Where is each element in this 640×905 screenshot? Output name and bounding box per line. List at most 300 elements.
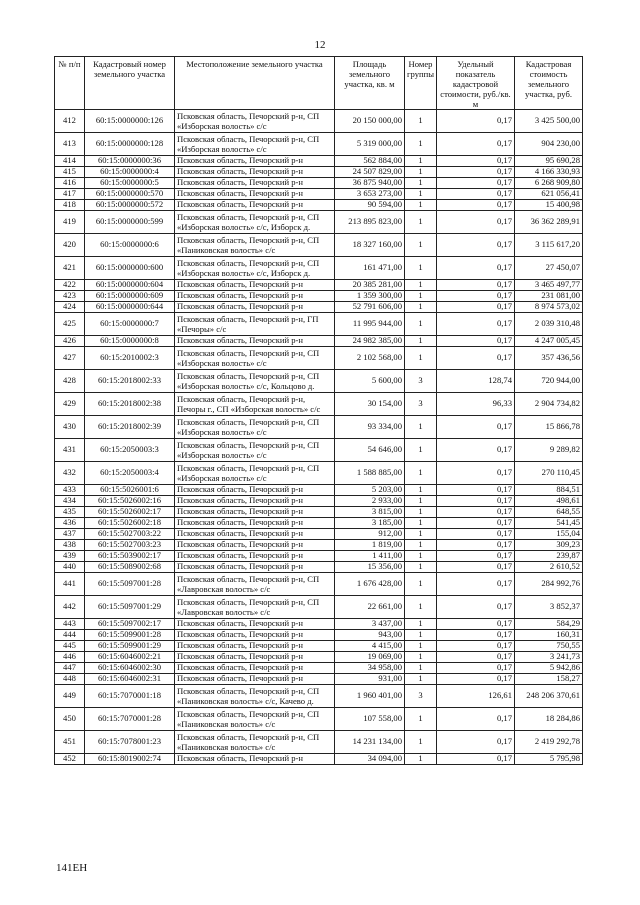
specific-rate-cell: 0,17 — [437, 754, 515, 765]
cadastral-cost-cell: 270 110,45 — [515, 462, 583, 485]
area-cell: 22 661,00 — [335, 596, 405, 619]
area-cell: 931,00 — [335, 674, 405, 685]
cadastral-cost-cell: 4 166 330,93 — [515, 167, 583, 178]
cadastral-cost-cell: 15 866,78 — [515, 416, 583, 439]
specific-rate-cell: 0,17 — [437, 551, 515, 562]
group-cell: 1 — [405, 551, 437, 562]
cadastral-cost-cell: 4 247 005,45 — [515, 336, 583, 347]
specific-rate-cell: 0,17 — [437, 347, 515, 370]
cadastral-cost-cell: 18 284,86 — [515, 708, 583, 731]
specific-rate-cell: 0,17 — [437, 211, 515, 234]
table-row — [55, 234, 583, 257]
row-number: 425 — [55, 313, 85, 336]
cadastral-number-cell: 60:15:5039002:17 — [85, 551, 175, 562]
location-cell: Псковская область, Печорский р-н, СП «Паниковская волость» с/с — [175, 234, 335, 257]
table-row — [55, 313, 583, 336]
area-cell: 20 150 000,00 — [335, 110, 405, 133]
group-cell: 1 — [405, 189, 437, 200]
cadastral-cost-cell: 248 206 370,61 — [515, 685, 583, 708]
cadastral-number-cell: 60:15:6046002:21 — [85, 652, 175, 663]
group-cell: 1 — [405, 313, 437, 336]
area-cell: 107 558,00 — [335, 708, 405, 731]
row-number: 443 — [55, 619, 85, 630]
cadastral-cost-cell: 231 081,00 — [515, 291, 583, 302]
row-number: 420 — [55, 234, 85, 257]
row-number: 444 — [55, 630, 85, 641]
group-cell: 1 — [405, 507, 437, 518]
specific-rate-cell: 126,61 — [437, 685, 515, 708]
row-number: 436 — [55, 518, 85, 529]
specific-rate-cell: 0,17 — [437, 540, 515, 551]
specific-rate-cell: 0,17 — [437, 189, 515, 200]
location-cell: Псковская область, Печорский р-н — [175, 674, 335, 685]
area-cell: 562 884,00 — [335, 156, 405, 167]
row-number: 439 — [55, 551, 85, 562]
location-cell: Псковская область, Печорский р-н, СП «Изборская волость» с/с — [175, 439, 335, 462]
table-body — [55, 110, 583, 765]
cadastral-number-cell: 60:15:5097001:28 — [85, 573, 175, 596]
specific-rate-cell: 0,17 — [437, 302, 515, 313]
cadastral-number-cell: 60:15:8019002:74 — [85, 754, 175, 765]
group-cell: 1 — [405, 562, 437, 573]
location-cell: Псковская область, Печорский р-н, СП «Лавровская волость» с/с — [175, 573, 335, 596]
cadastral-cost-cell: 5 942,86 — [515, 663, 583, 674]
cadastral-cost-cell: 3 425 500,00 — [515, 110, 583, 133]
area-cell: 1 411,00 — [335, 551, 405, 562]
location-cell: Псковская область, Печорский р-н, СП «Изборская волость» с/с, Изборск д. — [175, 257, 335, 280]
cadastral-number-cell: 60:15:5027003:23 — [85, 540, 175, 551]
cadastral-number-cell: 60:15:0000000:644 — [85, 302, 175, 313]
location-cell: Псковская область, Печорский р-н, СП «Изборская волость» с/с — [175, 462, 335, 485]
group-cell: 1 — [405, 641, 437, 652]
location-cell: Псковская область, Печорский р-н — [175, 200, 335, 211]
cadastral-cost-cell: 95 690,28 — [515, 156, 583, 167]
table-row — [55, 641, 583, 652]
table-row — [55, 302, 583, 313]
cadastral-number-cell: 60:15:5026001:6 — [85, 485, 175, 496]
table-row — [55, 551, 583, 562]
row-number: 437 — [55, 529, 85, 540]
area-cell: 1 359 300,00 — [335, 291, 405, 302]
row-number: 434 — [55, 496, 85, 507]
location-cell: Псковская область, Печорский р-н, СП «Изборская волость» с/с — [175, 416, 335, 439]
row-number: 422 — [55, 280, 85, 291]
area-cell: 34 958,00 — [335, 663, 405, 674]
header-group: Номер группы — [405, 57, 437, 110]
area-cell: 3 815,00 — [335, 507, 405, 518]
group-cell: 1 — [405, 540, 437, 551]
specific-rate-cell: 0,17 — [437, 518, 515, 529]
table-row — [55, 708, 583, 731]
area-cell: 34 094,00 — [335, 754, 405, 765]
specific-rate-cell: 0,17 — [437, 630, 515, 641]
location-cell: Псковская область, Печорский р-н, СП «Изборская волость» с/с — [175, 347, 335, 370]
cadastral-cost-cell: 2 904 734,82 — [515, 393, 583, 416]
group-cell: 1 — [405, 133, 437, 156]
specific-rate-cell: 0,17 — [437, 731, 515, 754]
cadastral-number-cell: 60:15:2018002:33 — [85, 370, 175, 393]
location-cell: Псковская область, Печорский р-н — [175, 754, 335, 765]
location-cell: Псковская область, Печорский р-н — [175, 485, 335, 496]
cadastral-cost-cell: 2 419 292,78 — [515, 731, 583, 754]
specific-rate-cell: 0,17 — [437, 156, 515, 167]
specific-rate-cell: 0,17 — [437, 462, 515, 485]
area-cell: 24 982 385,00 — [335, 336, 405, 347]
cadastral-number-cell: 60:15:0000000:36 — [85, 156, 175, 167]
specific-rate-cell: 0,17 — [437, 234, 515, 257]
row-number: 431 — [55, 439, 85, 462]
cadastral-cost-cell: 621 056,41 — [515, 189, 583, 200]
cadastral-number-cell: 60:15:5026002:18 — [85, 518, 175, 529]
group-cell: 1 — [405, 416, 437, 439]
group-cell: 1 — [405, 336, 437, 347]
row-number: 418 — [55, 200, 85, 211]
table-row — [55, 110, 583, 133]
row-number: 415 — [55, 167, 85, 178]
area-cell: 161 471,00 — [335, 257, 405, 280]
row-number: 414 — [55, 156, 85, 167]
location-cell: Псковская область, Печорский р-н — [175, 518, 335, 529]
table-row — [55, 652, 583, 663]
area-cell: 912,00 — [335, 529, 405, 540]
group-cell: 1 — [405, 619, 437, 630]
area-cell: 3 653 273,00 — [335, 189, 405, 200]
row-number: 424 — [55, 302, 85, 313]
cadastral-cost-cell: 750,55 — [515, 641, 583, 652]
footer-code: 141ЕН — [56, 862, 88, 874]
cadastral-cost-cell: 284 992,76 — [515, 573, 583, 596]
area-cell: 24 507 829,00 — [335, 167, 405, 178]
group-cell: 1 — [405, 708, 437, 731]
group-cell: 1 — [405, 291, 437, 302]
area-cell: 30 154,00 — [335, 393, 405, 416]
cadastral-cost-cell: 3 465 497,77 — [515, 280, 583, 291]
group-cell: 1 — [405, 462, 437, 485]
location-cell: Псковская область, Печорский р-н — [175, 496, 335, 507]
area-cell: 5 203,00 — [335, 485, 405, 496]
cadastral-cost-cell: 9 289,82 — [515, 439, 583, 462]
table-row — [55, 573, 583, 596]
specific-rate-cell: 0,17 — [437, 562, 515, 573]
row-number: 429 — [55, 393, 85, 416]
cadastral-number-cell: 60:15:0000000:6 — [85, 234, 175, 257]
table-row — [55, 347, 583, 370]
specific-rate-cell: 0,17 — [437, 641, 515, 652]
cadastral-cost-cell: 884,51 — [515, 485, 583, 496]
cadastral-cost-cell: 5 795,98 — [515, 754, 583, 765]
specific-rate-cell: 0,17 — [437, 200, 515, 211]
cadastral-number-cell: 60:15:2050003:4 — [85, 462, 175, 485]
cadastral-number-cell: 60:15:5089002:68 — [85, 562, 175, 573]
group-cell: 3 — [405, 393, 437, 416]
cadastral-number-cell: 60:15:2010002:3 — [85, 347, 175, 370]
cadastral-number-cell: 60:15:5026002:16 — [85, 496, 175, 507]
table-row — [55, 291, 583, 302]
row-number: 442 — [55, 596, 85, 619]
cadastral-number-cell: 60:15:6046002:30 — [85, 663, 175, 674]
location-cell: Псковская область, Печорский р-н — [175, 630, 335, 641]
cadastral-cost-cell: 3 241,73 — [515, 652, 583, 663]
row-number: 419 — [55, 211, 85, 234]
specific-rate-cell: 0,17 — [437, 167, 515, 178]
location-cell: Псковская область, Печорский р-н, СП «Паниковская волость» с/с, Качево д. — [175, 685, 335, 708]
row-number: 433 — [55, 485, 85, 496]
table-row — [55, 167, 583, 178]
page-number: 12 — [314, 39, 326, 51]
cadastral-number-cell: 60:15:5099001:29 — [85, 641, 175, 652]
table-row — [55, 529, 583, 540]
row-number: 428 — [55, 370, 85, 393]
row-number: 452 — [55, 754, 85, 765]
area-cell: 5 319 000,00 — [335, 133, 405, 156]
table-row — [55, 496, 583, 507]
specific-rate-cell: 0,17 — [437, 313, 515, 336]
table-row — [55, 630, 583, 641]
table-row — [55, 439, 583, 462]
group-cell: 1 — [405, 110, 437, 133]
table-row — [55, 731, 583, 754]
specific-rate-cell: 0,17 — [437, 708, 515, 731]
location-cell: Псковская область, Печорский р-н — [175, 336, 335, 347]
group-cell: 1 — [405, 518, 437, 529]
group-cell: 1 — [405, 302, 437, 313]
cadastral-cost-cell: 160,31 — [515, 630, 583, 641]
area-cell: 1 819,00 — [335, 540, 405, 551]
group-cell: 1 — [405, 178, 437, 189]
table-row — [55, 280, 583, 291]
cadastral-cost-cell: 3 115 617,20 — [515, 234, 583, 257]
table-row — [55, 257, 583, 280]
cadastral-number-cell: 60:15:5026002:17 — [85, 507, 175, 518]
location-cell: Псковская область, Печорский р-н, СП «Лавровская волость» с/с — [175, 596, 335, 619]
group-cell: 1 — [405, 663, 437, 674]
group-cell: 1 — [405, 439, 437, 462]
location-cell: Псковская область, Печорский р-н — [175, 291, 335, 302]
row-number: 447 — [55, 663, 85, 674]
area-cell: 54 646,00 — [335, 439, 405, 462]
cadastral-number-cell: 60:15:0000000:8 — [85, 336, 175, 347]
row-number: 430 — [55, 416, 85, 439]
location-cell: Псковская область, Печорский р-н — [175, 619, 335, 630]
row-number: 427 — [55, 347, 85, 370]
group-cell: 1 — [405, 496, 437, 507]
group-cell: 1 — [405, 596, 437, 619]
cadastral-number-cell: 60:15:5097001:29 — [85, 596, 175, 619]
row-number: 450 — [55, 708, 85, 731]
area-cell: 1 588 885,00 — [335, 462, 405, 485]
table-row — [55, 596, 583, 619]
specific-rate-cell: 0,17 — [437, 496, 515, 507]
cadastral-number-cell: 60:15:0000000:599 — [85, 211, 175, 234]
table-row — [55, 685, 583, 708]
area-cell: 3 437,00 — [335, 619, 405, 630]
location-cell: Псковская область, Печорский р-н, СП «Изборская волость» с/с, Кольцово д. — [175, 370, 335, 393]
cadastral-number-cell: 60:15:2018002:39 — [85, 416, 175, 439]
cadastral-number-cell: 60:15:6046002:31 — [85, 674, 175, 685]
location-cell: Псковская область, Печорский р-н — [175, 641, 335, 652]
group-cell: 1 — [405, 731, 437, 754]
cadastral-number-cell: 60:15:2050003:3 — [85, 439, 175, 462]
cadastral-number-cell: 60:15:0000000:4 — [85, 167, 175, 178]
cadastral-number-cell: 60:15:7070001:18 — [85, 685, 175, 708]
location-cell: Псковская область, Печорский р-н — [175, 302, 335, 313]
cadastral-number-cell: 60:15:0000000:572 — [85, 200, 175, 211]
location-cell: Псковская область, Печорский р-н — [175, 540, 335, 551]
location-cell: Псковская область, Печорский р-н — [175, 663, 335, 674]
cadastral-number-cell: 60:15:0000000:7 — [85, 313, 175, 336]
group-cell: 1 — [405, 211, 437, 234]
row-number: 417 — [55, 189, 85, 200]
location-cell: Псковская область, Печорский р-н — [175, 178, 335, 189]
table-row — [55, 370, 583, 393]
location-cell: Псковская область, Печорский р-н — [175, 562, 335, 573]
cadastral-number-cell: 60:15:0000000:128 — [85, 133, 175, 156]
row-number: 441 — [55, 573, 85, 596]
table-row — [55, 562, 583, 573]
area-cell: 943,00 — [335, 630, 405, 641]
cadastral-cost-cell: 239,87 — [515, 551, 583, 562]
location-cell: Псковская область, Печорский р-н, Печоры г., СП «Изборская волость» с/с — [175, 393, 335, 416]
table-row — [55, 211, 583, 234]
table-row — [55, 518, 583, 529]
header-cadastral-number: Кадастровый номер земельного участка — [85, 57, 175, 110]
specific-rate-cell: 0,17 — [437, 439, 515, 462]
specific-rate-cell: 0,17 — [437, 596, 515, 619]
cadastral-cost-cell: 584,29 — [515, 619, 583, 630]
group-cell: 1 — [405, 652, 437, 663]
specific-rate-cell: 0,17 — [437, 485, 515, 496]
cadastral-cost-cell: 15 400,98 — [515, 200, 583, 211]
location-cell: Псковская область, Печорский р-н, ГП «Печоры» с/с — [175, 313, 335, 336]
cadastral-number-cell: 60:15:0000000:600 — [85, 257, 175, 280]
area-cell: 2 102 568,00 — [335, 347, 405, 370]
group-cell: 1 — [405, 674, 437, 685]
location-cell: Псковская область, Печорский р-н — [175, 189, 335, 200]
row-number: 446 — [55, 652, 85, 663]
cadastral-cost-cell: 158,27 — [515, 674, 583, 685]
cadastral-cost-cell: 36 362 289,91 — [515, 211, 583, 234]
row-number: 435 — [55, 507, 85, 518]
area-cell: 3 185,00 — [335, 518, 405, 529]
table-row — [55, 178, 583, 189]
row-number: 451 — [55, 731, 85, 754]
cadastral-cost-cell: 27 450,07 — [515, 257, 583, 280]
specific-rate-cell: 0,17 — [437, 573, 515, 596]
group-cell: 3 — [405, 370, 437, 393]
row-number: 421 — [55, 257, 85, 280]
table-row — [55, 540, 583, 551]
header-area: Площадь земельного участка, кв. м — [335, 57, 405, 110]
row-number: 449 — [55, 685, 85, 708]
group-cell: 1 — [405, 280, 437, 291]
cadastral-number-cell: 60:15:0000000:609 — [85, 291, 175, 302]
header-num: № п/п — [55, 57, 85, 110]
table-row — [55, 393, 583, 416]
area-cell: 93 334,00 — [335, 416, 405, 439]
location-cell: Псковская область, Печорский р-н, СП «Паниковская волость» с/с — [175, 731, 335, 754]
table-header-row — [55, 57, 583, 110]
group-cell: 1 — [405, 167, 437, 178]
area-cell: 1 960 401,00 — [335, 685, 405, 708]
cadastral-cost-cell: 904 230,00 — [515, 133, 583, 156]
cadastral-cost-cell: 357 436,56 — [515, 347, 583, 370]
cadastral-cost-cell: 648,55 — [515, 507, 583, 518]
group-cell: 1 — [405, 347, 437, 370]
location-cell: Псковская область, Печорский р-н — [175, 551, 335, 562]
specific-rate-cell: 0,17 — [437, 336, 515, 347]
cadastral-number-cell: 60:15:0000000:126 — [85, 110, 175, 133]
location-cell: Псковская область, Печорский р-н, СП «Изборская волость» с/с — [175, 133, 335, 156]
group-cell: 1 — [405, 573, 437, 596]
row-number: 416 — [55, 178, 85, 189]
group-cell: 1 — [405, 630, 437, 641]
cadastral-number-cell: 60:15:7070001:28 — [85, 708, 175, 731]
specific-rate-cell: 0,17 — [437, 507, 515, 518]
specific-rate-cell: 0,17 — [437, 619, 515, 630]
row-number: 426 — [55, 336, 85, 347]
location-cell: Псковская область, Печорский р-н, СП «Паниковская волость» с/с — [175, 708, 335, 731]
area-cell: 15 356,00 — [335, 562, 405, 573]
area-cell: 36 875 940,00 — [335, 178, 405, 189]
specific-rate-cell: 0,17 — [437, 280, 515, 291]
specific-rate-cell: 0,17 — [437, 291, 515, 302]
cadastral-number-cell: 60:15:5097002:17 — [85, 619, 175, 630]
specific-rate-cell: 0,17 — [437, 110, 515, 133]
cadastral-cost-cell: 155,04 — [515, 529, 583, 540]
cadastral-number-cell: 60:15:0000000:604 — [85, 280, 175, 291]
area-cell: 5 600,00 — [335, 370, 405, 393]
table-row — [55, 507, 583, 518]
table-row — [55, 462, 583, 485]
cadastral-cost-cell: 541,45 — [515, 518, 583, 529]
cadastral-cost-cell: 309,23 — [515, 540, 583, 551]
group-cell: 1 — [405, 529, 437, 540]
group-cell: 1 — [405, 754, 437, 765]
cadastral-number-cell: 60:15:5099001:28 — [85, 630, 175, 641]
specific-rate-cell: 0,17 — [437, 674, 515, 685]
table-row — [55, 336, 583, 347]
area-cell: 20 385 281,00 — [335, 280, 405, 291]
location-cell: Псковская область, Печорский р-н — [175, 652, 335, 663]
row-number: 440 — [55, 562, 85, 573]
area-cell: 18 327 160,00 — [335, 234, 405, 257]
specific-rate-cell: 0,17 — [437, 178, 515, 189]
group-cell: 3 — [405, 685, 437, 708]
location-cell: Псковская область, Печорский р-н — [175, 280, 335, 291]
table-row — [55, 619, 583, 630]
group-cell: 1 — [405, 200, 437, 211]
row-number: 438 — [55, 540, 85, 551]
specific-rate-cell: 0,17 — [437, 133, 515, 156]
header-cadastral-cost: Кадастровая стоимость земельного участка, руб. — [515, 57, 583, 110]
table-row — [55, 156, 583, 167]
cadastral-cost-cell: 498,61 — [515, 496, 583, 507]
table-row — [55, 200, 583, 211]
cadastral-cost-cell: 2 610,52 — [515, 562, 583, 573]
area-cell: 2 933,00 — [335, 496, 405, 507]
area-cell: 1 676 428,00 — [335, 573, 405, 596]
group-cell: 1 — [405, 156, 437, 167]
cadastral-number-cell: 60:15:0000000:570 — [85, 189, 175, 200]
location-cell: Псковская область, Печорский р-н, СП «Изборская волость» с/с, Изборск д. — [175, 211, 335, 234]
location-cell: Псковская область, Печорский р-н, СП «Изборская волость» с/с — [175, 110, 335, 133]
area-cell: 14 231 134,00 — [335, 731, 405, 754]
table-row — [55, 663, 583, 674]
row-number: 432 — [55, 462, 85, 485]
location-cell: Псковская область, Печорский р-н — [175, 156, 335, 167]
specific-rate-cell: 0,17 — [437, 416, 515, 439]
header-location: Местоположение земельного участка — [175, 57, 335, 110]
